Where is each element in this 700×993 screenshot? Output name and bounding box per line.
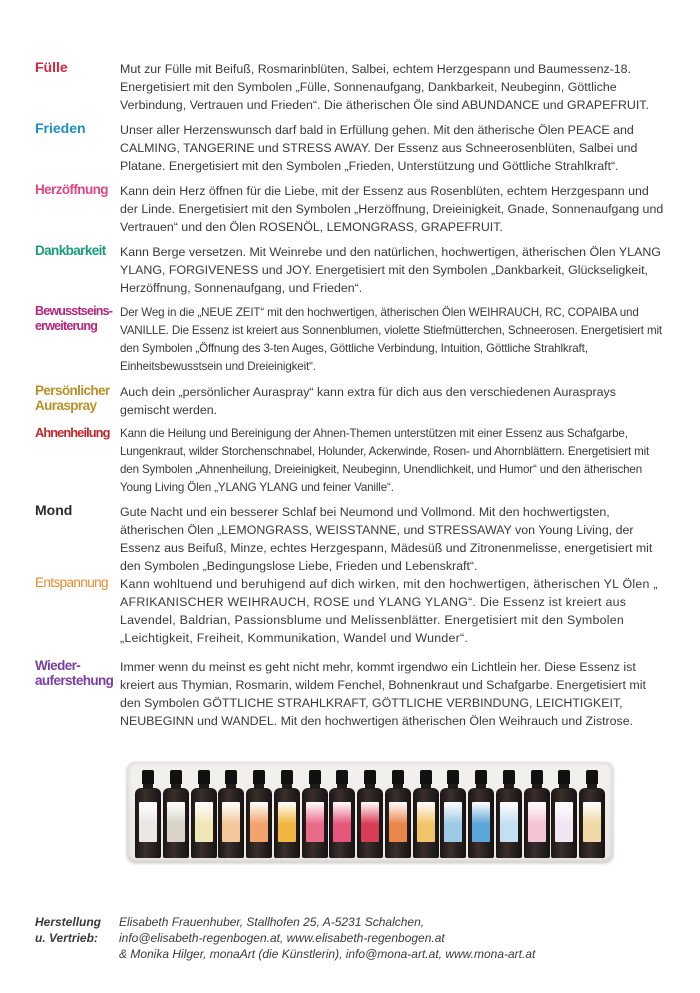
bottle-label (278, 802, 296, 842)
entry-description: Immer wenn du meinst es geht nicht mehr, kommt irgendwo ein Lichtlein her. Diese Essenz ist kreiert aus Thymian, Rosmarin, wildem Fenchel, Bohnenkraut und Schafgarbe. Energetisiert mit den Symbolen GÖTTLICHE STRAHLKRAFT, GÖTTLICHE VERBINDUNG, LEICHTIGKEIT, NEUBEGINN und WANDEL. Mit den hochwertigen ätherischen Ölen Weihrauch und Zistrose. (120, 660, 646, 728)
bottle-label (444, 802, 462, 842)
bottle-cap (420, 770, 432, 784)
bottle-cap (475, 770, 487, 784)
entry-label: Herzöffnung (35, 182, 108, 197)
bottle-cap (142, 770, 154, 784)
entry-label-line: Wieder- (35, 658, 81, 673)
entry-label (35, 304, 119, 334)
footer-label-line: u. Vertrieb: (35, 931, 98, 945)
bottle (163, 770, 189, 858)
bottle (246, 770, 272, 858)
entry-label (35, 658, 119, 688)
bottle-label (417, 802, 435, 842)
bottle-label (361, 802, 379, 842)
bottle (357, 770, 383, 858)
bottle-label (500, 802, 518, 842)
bottle (413, 770, 439, 858)
bottle-cap (503, 770, 515, 784)
bottle (524, 770, 550, 858)
entry-label-line: Persönlicher (35, 383, 110, 398)
entry-description: Unser aller Herzenswunsch darf bald in Erfüllung gehen. Mit den ätherische Ölen PEACE and CALMING, TANGERINE und STRESS AWAY. Der Essenz aus Schneerosenblüten, Salbei und Platane. Energetisiert mit den Symbolen „Frieden, Unterstützung und Göttliche Strahlkraft“. (120, 123, 638, 173)
bottle-cap (281, 770, 293, 784)
bottle-cap (336, 770, 348, 784)
bottle-cap (198, 770, 210, 784)
bottle-cap (586, 770, 598, 784)
entry-description: Mut zur Fülle mit Beifuß, Rosmarinblüten, Salbei, echtem Herzgespann und Baumessenz-18. Energetisiert mit den Symbolen „Fülle, Sonnenaufgang, Dankbarkeit, Neubeginn, Göttliche Verbindung, Vertrauen und Frieden“. Die ätherischen Öle sind ABUNDANCE und GRAPEFRUIT. (120, 62, 649, 112)
entry-label-line: auferstehung (35, 673, 114, 688)
entry-label-line: erweiterung (35, 319, 98, 333)
entry-label: Fülle (35, 59, 68, 75)
entry-description: Kann Berge versetzen. Mit Weinrebe und den natürlichen, hochwertigen, ätherischen Ölen YLANG YLANG, FORGIVENESS und JOY. Energetisiert mit den Symbolen „Dankbarkeit, Glückseligkeit, Herzöffnung, Sonnenaufgang, und Frieden“. (120, 245, 661, 295)
entry-label-line: Bewusstseins- (35, 304, 113, 318)
entry-label: Frieden (35, 120, 86, 136)
entry-label (35, 383, 119, 413)
bottle-cap (447, 770, 459, 784)
bottle-cap (253, 770, 265, 784)
bottle-label (195, 802, 213, 842)
entry-label: Ahnenheilung (35, 425, 110, 440)
entry-label: Dankbarkeit (35, 243, 106, 258)
bottle (579, 770, 605, 858)
entry-description: Der Weg in die „NEUE ZEIT“ mit den hochwertigen, ätherischen Ölen WEIHRAUCH, RC, COPAIBA und VANILLE. Die Essenz ist kreiert aus Sonnenblumen, violette Stiefmütterchen, Schneerosen. Energetisiert mit den Symbolen „Öffnung des 3-ten Auges, Göttliche Verbindung, Intuition, Göttliche Strahlkraft, Einheitsbewusstsein und Dreieinigkeit“. (120, 306, 662, 373)
bottle (302, 770, 328, 858)
bottle-cap (531, 770, 543, 784)
bottle (440, 770, 466, 858)
bottle-label (250, 802, 268, 842)
bottle-label (139, 802, 157, 842)
bottle-cap (170, 770, 182, 784)
entry-description: Kann die Heilung und Bereinigung der Ahnen-Themen unterstützen mit einer Essenz aus Schafgarbe, Lungenkraut, wilder Storchenschnabel, Holunder, Ackerwinde, Rosen- und Ahornblättern. Energetisiert mit den Symbolen „Ahnenheilung, Dreieinigkeit, Neubeginn, Unendlichkeit, und Humor“ und den ätherischen Young Living Ölen „YLANG YLANG und feiner Vanille“. (120, 427, 650, 494)
entry-description: Auch dein „persönlicher Auraspray“ kann extra für dich aus den verschiedenen Aurasprays gemischt werden. (120, 385, 616, 417)
bottle-label (222, 802, 240, 842)
bottle-label (333, 802, 351, 842)
bottle (385, 770, 411, 858)
footer-address: Elisabeth Frauenhuber, Stallhofen 25, A-5231 Schalchen, (119, 915, 425, 929)
bottle-label (306, 802, 324, 842)
entry-description: Kann wohltuend und beruhigend auf dich wirken, mit den hochwertigen, ätherischen YL Ölen „ AFRIKANISCHER WEIHRAUCH, ROSE und YLANG YLANG“. Die Essenz ist kreiert aus Lavendel, Baldrian, Passionsblume und Melissenblätter. Energetisiert mit den Symbolen „Leichtigkeit, Freiheit, Kommunikation, Wandel und Wunder“. (120, 577, 658, 645)
bottle-cap (225, 770, 237, 784)
bottle (135, 770, 161, 858)
entry-description: Kann dein Herz öffnen für die Liebe, mit der Essenz aus Rosenblüten, echtem Herzgespann und der Linde. Energetisiert mit den Symbolen „Herzöffnung, Dreieinigkeit, Gnade, Sonnenaufgang und Vertrauen“ und den Ölen ROSENÖL, LEMONGRASS, GRAPEFRUIT. (120, 184, 664, 234)
bottle-label (528, 802, 546, 842)
entry-label: Mond (35, 502, 73, 518)
bottle-cap (392, 770, 404, 784)
entry-description: Gute Nacht und ein besserer Schlaf bei Neumond und Vollmond. Mit den hochwertigsten, ätherischen Ölen „LEMONGRASS, WEISSTANNE, und STRESSAWAY von Young Living, der Essenz aus Beifuß, Minze, echtes Herzgespann, Mädesüß und Zitronenmelisse, energetisiert mit den Symbolen „Bedingungslose Liebe, Frieden und Lebenskraft“. (120, 505, 653, 573)
bottle-cap (364, 770, 376, 784)
bottle (496, 770, 522, 858)
bottle-label (555, 802, 573, 842)
bottle (551, 770, 577, 858)
bottle (329, 770, 355, 858)
bottle-row (135, 768, 605, 858)
bottle-cap (309, 770, 321, 784)
bottle-label (472, 802, 490, 842)
entry-label: Entspannung (35, 575, 108, 590)
bottles-photo (127, 762, 613, 862)
footer-contact-line: info@elisabeth-regenbogen.at, www.elisabeth-regenbogen.at (119, 931, 445, 945)
bottle-label (583, 802, 601, 842)
bottle (191, 770, 217, 858)
bottle-label (167, 802, 185, 842)
footer-label (35, 914, 117, 946)
bottle (218, 770, 244, 858)
bottle-label (389, 802, 407, 842)
footer-label-line: Herstellung (35, 915, 102, 929)
footer-contact-line: & Monika Hilger, monaArt (die Künstlerin), info@mona-art.at, www.mona-art.at (119, 947, 536, 961)
entry-label-line: Auraspray (35, 398, 97, 413)
bottle (468, 770, 494, 858)
bottle (274, 770, 300, 858)
bottle-cap (558, 770, 570, 784)
